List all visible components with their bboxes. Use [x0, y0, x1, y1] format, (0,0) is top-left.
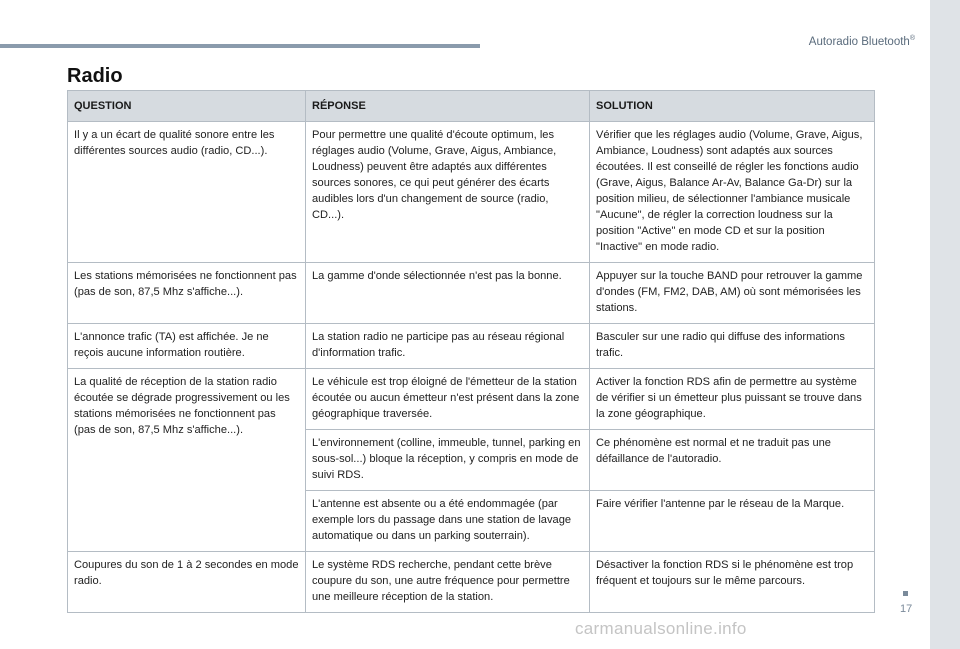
question-cell: Il y a un écart de qualité sonore entre les différentes sources audio (radio, CD...).	[68, 122, 306, 263]
answer-cell: La gamme d'onde sélectionnée n'est pas la bonne.	[306, 263, 590, 324]
table-row	[68, 122, 875, 263]
answer-cell: Le véhicule est trop éloigné de l'émetteur de la station écoutée ou aucun émetteur n'est présent dans la zone géographique traversée.	[306, 369, 590, 430]
header-answer: RÉPONSE	[306, 91, 590, 122]
question-cell: L'annonce trafic (TA) est affichée. Je ne reçois aucune information routière.	[68, 324, 306, 369]
answer-cell: L'environnement (colline, immeuble, tunnel, parking en sous-sol...) bloque la réception, y compris en mode de suivi RDS.	[306, 430, 590, 491]
answer-cell: L'antenne est absente ou a été endommagée (par exemple lors du passage dans une station de lavage automatique ou dans un parking souterrain).	[306, 491, 590, 552]
solution-cell: Vérifier que les réglages audio (Volume, Grave, Aigus, Ambiance, Loudness) sont adaptés aux sources écoutées. Il est conseillé de régler les fonctions audio (Grave, Aigus, Balance Ar-Av, Balance Ga-Dr) sur la position milieu, de sélectionner l'ambiance musicale "Aucune", de régler la correction loudness sur la position "Active" en mode CD et sur la position "Inactive" en mode radio.	[590, 122, 875, 263]
page-edge-strip	[930, 0, 960, 649]
solution-cell: Désactiver la fonction RDS si le phénomène est trop fréquent et toujours sur le même parcours.	[590, 552, 875, 613]
watermark: carmanualsonline.info	[575, 619, 747, 638]
table-row	[68, 369, 875, 430]
table-row	[68, 552, 875, 613]
header-rule	[0, 44, 480, 48]
table-row	[68, 324, 875, 369]
solution-cell: Ce phénomène est normal et ne traduit pas une défaillance de l'autoradio.	[590, 430, 875, 491]
section-header-label: Autoradio Bluetooth	[808, 35, 910, 48]
solution-cell: Basculer sur une radio qui diffuse des informations trafic.	[590, 324, 875, 369]
troubleshooting-table	[67, 90, 875, 613]
header-solution: SOLUTION	[590, 91, 875, 122]
question-cell: Les stations mémorisées ne fonctionnent pas (pas de son, 87,5 Mhz s'affiche...).	[68, 263, 306, 324]
header-question: QUESTION	[68, 91, 306, 122]
table-row	[68, 263, 875, 324]
page-title: Radio	[67, 65, 123, 87]
solution-cell: Activer la fonction RDS afin de permettre au système de vérifier si un émetteur plus puissant se trouve dans la zone géographique.	[590, 369, 875, 430]
trademark-symbol: ®	[909, 35, 915, 42]
page-number: 17	[900, 603, 913, 615]
answer-cell: Le système RDS recherche, pendant cette brève coupure du son, une autre fréquence pour permettre une meilleure réception de la station.	[306, 552, 590, 613]
answer-cell: La station radio ne participe pas au réseau régional d'information trafic.	[306, 324, 590, 369]
solution-cell: Appuyer sur la touche BAND pour retrouver la gamme d'ondes (FM, FM2, DAB, AM) où sont mémorisées les stations.	[590, 263, 875, 324]
solution-cell: Faire vérifier l'antenne par le réseau de la Marque.	[590, 491, 875, 552]
section-header	[809, 35, 915, 48]
question-cell: Coupures du son de 1 à 2 secondes en mode radio.	[68, 552, 306, 613]
table-header-row	[68, 91, 875, 122]
continuation-marker	[903, 591, 908, 596]
question-cell: La qualité de réception de la station radio écoutée se dégrade progressivement ou les stations mémorisées ne fonctionnent pas (pas de son, 87,5 Mhz s'affiche...).	[68, 369, 306, 552]
answer-cell: Pour permettre une qualité d'écoute optimum, les réglages audio (Volume, Grave, Aigus, Ambiance, Loudness) peuvent être adaptés aux différentes sources sonores, ce qui peut générer des écarts audibles lors d'un changement de source (radio, CD...).	[306, 122, 590, 263]
